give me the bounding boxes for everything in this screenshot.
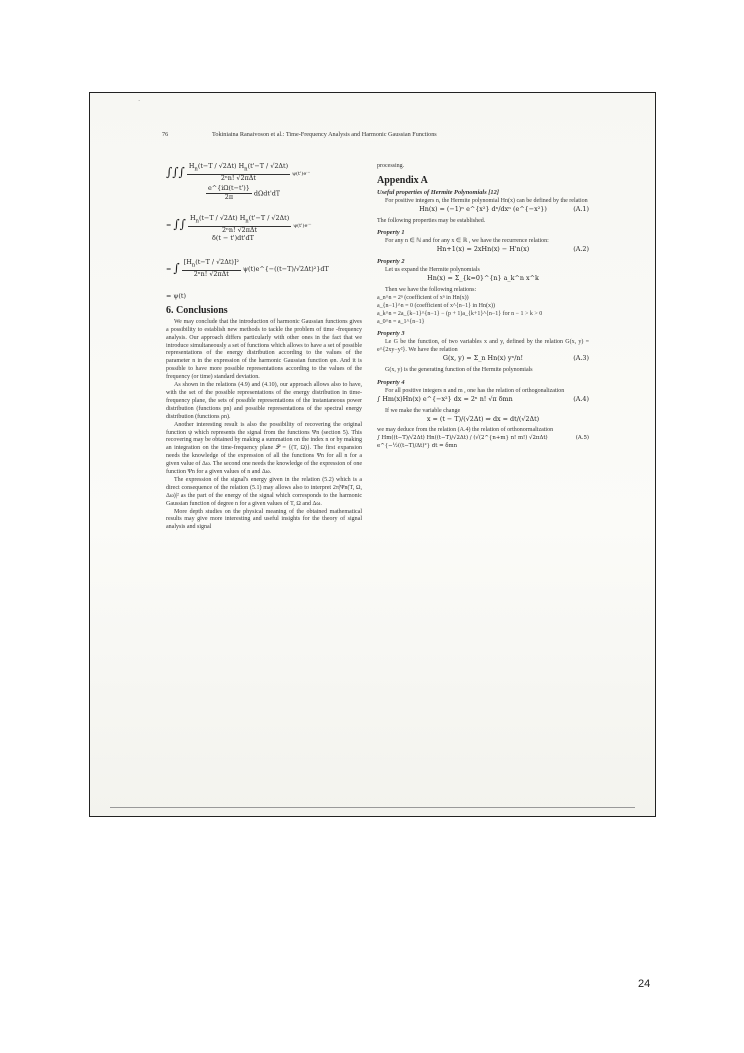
equation-second: = ∫∫ $\frac{H_n(t-T / √2\Delta t) H_n(t'-T / √2\Delta t)}{\text{2ⁿn! √2πΔt}}$ ψ(t')e… δ(t − t')dt'dT: [166, 215, 362, 251]
property-4-title: Property 4: [377, 378, 405, 386]
appendix-intro-2: The following properties may be established.: [377, 217, 486, 224]
property-3-text-2: G(x, y) is the generating function of the Hermite polynomials: [385, 367, 533, 374]
property-3-title: Property 3: [377, 330, 405, 338]
equation-a3: [377, 355, 589, 363]
equation-a1-tag: (A.1): [573, 204, 589, 213]
conclusion-paragraph-2: As shown in the relations (4.9) and (4.10), our approach allows also to have, with the set of the possible representations of the energy distribution in time-frequency plane, the sets of possible representations of the instantaneous power distribution (functions pn) and possible representations of the spectral energy distribution (functions ρn).: [166, 382, 362, 420]
equation-a1: [377, 206, 589, 214]
equation-p2: Hn(x) = Σ_{k=0}^{n} a_k^n x^k: [427, 273, 539, 282]
eq1-exp: e^{iΩ(t−t')}: [208, 184, 250, 193]
bottom-rule: [110, 807, 635, 808]
equation-a4-tag: (A.4): [573, 394, 589, 403]
eq2-tail: δ(t − t')dt'dT: [212, 234, 254, 243]
eq1-tail: dΩdt'dT: [253, 189, 281, 198]
journal-page-number: 76: [162, 131, 169, 138]
equation-a3-body: G(x, y) = Σ_n Hn(x) yⁿ/n!: [442, 354, 524, 363]
equation-a5: [377, 435, 589, 451]
equation-third: = ∫ $\frac{[H_n(t-T / √2\Delta t)]^2}{\text{2ⁿn! √2πΔt}}$ ψ(t)e^{−((t−T)/√2Δt)²}dT: [166, 258, 329, 279]
equation-a2-tag: (A.2): [573, 245, 589, 254]
appendix-title: Appendix A: [377, 174, 428, 186]
equation-a5-body: ∫ Hm((t−T)/√2Δt) Hn((t−T)/√2Δt) / (√(2^{n+m} n! m!) √2πΔt) e^{−½((t−T)/Δt)²} dt = δmn: [377, 435, 548, 450]
equation-a3-tag: (A.3): [573, 354, 589, 363]
property-2-text: Let us expand the Hermite polynomials: [385, 267, 480, 274]
equation-fourth: = ψ(t): [166, 292, 186, 300]
conclusion-paragraph-4: The expression of the signal's energy given in the relation (5.2) which is a direct consequence of the relation (5.1) may allows also to interpret 2π|Ψn(T, Ω, Δω)|² as the part of the energy of the signal which corresponds to the harmonic Gaussian function of degree n for a given values of T, Ω and Δω.: [166, 476, 362, 507]
equation-a1-body: Hn(x) = (−1)ⁿ e^{x²} dⁿ/dxⁿ (e^{−x²}): [419, 204, 547, 213]
appendix-subtitle: Useful properties of Hermite Polynomials [12]: [377, 188, 499, 196]
property-4-text-3: we may deduce from the relation (A.4) the relation of orthonormalization: [377, 427, 554, 434]
running-title: Tokiniaina Ranaivoson et al.: Time-Frequency Analysis and Harmonic Gaussian Functions: [212, 131, 437, 138]
equation-top: ∫∫∫ $\frac{H_n(t-T / √2\Delta t) H_n(t'-T / √2\Delta t)}{\text{2ⁿn! √2πΔt}}$ ψ(t')e… $\frac{e\^{}\{i\Omega(t-t')\}}{2\pi}$ dΩdt'dT: [166, 162, 311, 201]
section-title-conclusions: 6. Conclusions: [166, 304, 228, 316]
eq1-den: 2π: [224, 193, 234, 201]
equation-a4: [377, 396, 589, 404]
equation-a4-body: ∫ Hm(x)Hn(x) e^{−x²} dx = 2ⁿ n! √π δmn: [377, 394, 513, 403]
property-4-text-2: If we make the variable change: [385, 407, 461, 414]
equation-a2: [377, 246, 589, 254]
property-1-title: Property 1: [377, 229, 405, 237]
relation-2: a_{n−1}^n = 0 (coefficient of x^{n−1} in Hn(x)): [377, 302, 495, 309]
conclusion-paragraph-3: Another interesting result is also the possibility of recovering the original function ψ which represents the signal from the functions Ψn (section 5). This recovering may be obtained by making a summation on the index n or by making an integration on the time-frequency plane 𝒫 = {(T, Ω)}. The first expansion needs the knowledge of the expression of all the functions Ψn for all n for a given value of Δω. The second one needs the knowledge of the expression of one function Ψn for a given values of n and Δω.: [166, 421, 362, 476]
page-number: 24: [638, 978, 651, 990]
equation-variable-change: x = (t − T)/(√2Δt) ⇒ dx = dt/(√2Δt): [426, 414, 540, 423]
property-2-text-2: Then we have the following relations:: [385, 286, 477, 293]
relation-1: a_n^n = 2ⁿ (coefficient of xⁿ in Hn(x)): [377, 294, 469, 301]
left-column: [166, 163, 362, 532]
relation-3: a_k^n = 2a_{k−1}^{n−1} − (p + 1)a_{k+1}^{n−1} for n − 1 > k > 0: [377, 310, 543, 317]
equation-a5-tag: (A.5): [575, 435, 589, 442]
conclusion-paragraph-1: We may conclude that the introduction of harmonic Gaussian functions gives a possibility to establish new methods to tackle the problem of time -frequency analysis. Our approach differs particularly with other ones in the fact that we introduce simultaneously a set of functions which allows to have a set of possible representations of the energy distribution according to the values of the parameter n in the expression of the harmonic Gaussian function φn. And it is possible to have more possible representations according to the values of the frequency (or time) standard deviation.: [166, 318, 362, 381]
scanned-page: [89, 92, 656, 817]
eq3-tail: ψ(t)e^{−((t−T)/√2Δt)²}dT: [243, 265, 329, 274]
relation-4: a_0^n = a_1^{n−1}: [377, 318, 425, 325]
right-column: [377, 163, 589, 455]
conclusion-paragraph-5: More depth studies on the physical meaning of the obtained mathematical results may give more interesting and useful insights for the theory of signal analysis and signal: [166, 508, 362, 531]
property-1-text: For any n ∈ ℕ and for any x ∈ ℝ , we have the recurrence relation:: [385, 238, 549, 245]
property-4-text: For all positive integers n and m , one has the relation of orthogonalization: [385, 387, 565, 394]
continuation-text: processing.: [377, 163, 405, 169]
appendix-intro: For positive integers n, the Hermite polynomial Hn(x) can be defined by the relation: [385, 197, 588, 204]
scan-mark: ˋ: [138, 99, 141, 107]
property-2-title: Property 2: [377, 258, 405, 266]
equation-a2-body: Hn+1(x) = 2xHn(x) − H'n(x): [436, 245, 530, 254]
property-3-text: Le G be the function, of two variables x and y, defined by the relation G(x, y) = e^{2xy−y²}. We have the relation: [377, 339, 589, 354]
